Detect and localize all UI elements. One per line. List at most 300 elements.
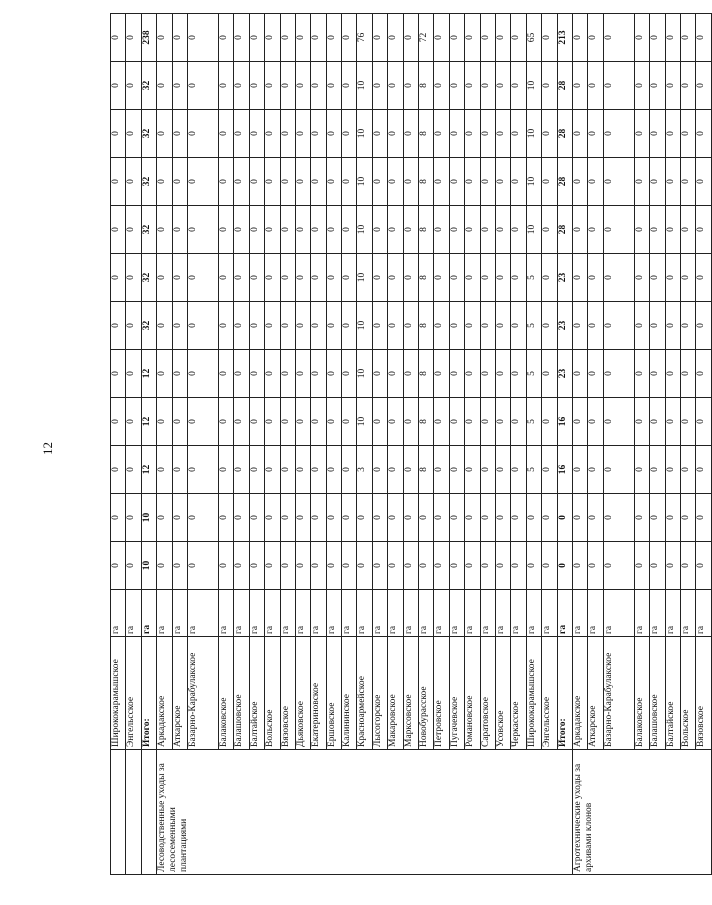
value-cell: 0 xyxy=(295,398,310,446)
value-cell: 76 xyxy=(357,14,372,62)
value-cell: 0 xyxy=(696,542,711,590)
value-cell: 0 xyxy=(234,206,249,254)
value-cell: 0 xyxy=(280,110,295,158)
value-cell: 0 xyxy=(588,350,603,398)
value-cell: 0 xyxy=(557,494,572,542)
value-cell: 0 xyxy=(326,350,341,398)
value-cell: 0 xyxy=(388,254,403,302)
value-cell: 0 xyxy=(480,254,495,302)
value-cell: 10 xyxy=(526,206,541,254)
value-cell: 0 xyxy=(295,446,310,494)
value-cell: 32 xyxy=(141,254,156,302)
unit-cell: га xyxy=(603,590,634,637)
value-cell: 0 xyxy=(480,206,495,254)
value-cell: 0 xyxy=(295,254,310,302)
value-cell: 0 xyxy=(218,398,233,446)
value-cell: 0 xyxy=(419,494,434,542)
value-cell: 0 xyxy=(511,158,526,206)
value-cell: 0 xyxy=(495,302,510,350)
value-cell: 0 xyxy=(126,398,141,446)
district-cell: Базарно-Карабулакское xyxy=(603,637,634,750)
value-cell: 0 xyxy=(372,494,387,542)
value-cell: 0 xyxy=(588,254,603,302)
value-cell: 0 xyxy=(603,62,634,110)
value-cell: 0 xyxy=(265,350,280,398)
value-cell: 8 xyxy=(419,110,434,158)
value-cell: 8 xyxy=(419,206,434,254)
table-row xyxy=(650,14,665,875)
value-cell: 0 xyxy=(680,494,695,542)
value-cell: 0 xyxy=(172,158,187,206)
unit-cell: га xyxy=(126,590,141,637)
value-cell: 0 xyxy=(111,14,126,62)
unit-cell: га xyxy=(280,590,295,637)
district-cell: Пугачевское xyxy=(449,637,464,750)
value-cell: 0 xyxy=(665,494,680,542)
value-cell: 0 xyxy=(249,542,264,590)
value-cell: 0 xyxy=(295,302,310,350)
value-cell: 10 xyxy=(526,158,541,206)
value-cell: 0 xyxy=(495,110,510,158)
value-cell: 0 xyxy=(511,14,526,62)
value-cell: 0 xyxy=(588,446,603,494)
category-cell-empty xyxy=(111,750,126,875)
value-cell: 0 xyxy=(357,494,372,542)
value-cell: 0 xyxy=(696,14,711,62)
unit-cell: га xyxy=(187,590,218,637)
district-cell: Аркадакское xyxy=(572,637,587,750)
value-cell: 0 xyxy=(326,542,341,590)
district-cell: Ширококарамышское xyxy=(526,637,541,750)
value-cell: 0 xyxy=(157,62,172,110)
value-cell: 0 xyxy=(295,350,310,398)
value-cell: 0 xyxy=(311,302,326,350)
value-cell: 0 xyxy=(403,14,418,62)
value-cell: 0 xyxy=(603,110,634,158)
value-cell: 0 xyxy=(511,542,526,590)
value-cell: 0 xyxy=(634,350,649,398)
value-cell: 0 xyxy=(480,398,495,446)
unit-cell: га xyxy=(111,590,126,637)
unit-cell: га xyxy=(419,590,434,637)
value-cell: 0 xyxy=(449,110,464,158)
value-cell: 0 xyxy=(495,542,510,590)
value-cell: 10 xyxy=(357,158,372,206)
value-cell: 0 xyxy=(234,350,249,398)
table-row xyxy=(218,14,233,875)
value-cell: 0 xyxy=(218,494,233,542)
value-cell: 0 xyxy=(326,398,341,446)
value-cell: 0 xyxy=(403,446,418,494)
value-cell: 0 xyxy=(311,206,326,254)
table-row xyxy=(449,14,464,875)
value-cell: 0 xyxy=(465,302,480,350)
table-row xyxy=(280,14,295,875)
district-cell: Романовское xyxy=(465,637,480,750)
value-cell: 32 xyxy=(141,302,156,350)
value-cell: 0 xyxy=(126,254,141,302)
district-cell: Марксовское xyxy=(403,637,418,750)
value-cell: 0 xyxy=(449,206,464,254)
value-cell: 0 xyxy=(372,398,387,446)
value-cell: 0 xyxy=(372,206,387,254)
value-cell: 0 xyxy=(449,350,464,398)
value-cell: 0 xyxy=(218,62,233,110)
value-cell: 0 xyxy=(265,542,280,590)
value-cell: 0 xyxy=(449,446,464,494)
value-cell: 238 xyxy=(141,14,156,62)
value-cell: 23 xyxy=(557,302,572,350)
value-cell: 0 xyxy=(634,62,649,110)
value-cell: 0 xyxy=(280,494,295,542)
unit-cell: га xyxy=(157,590,172,637)
value-cell: 0 xyxy=(665,302,680,350)
value-cell: 0 xyxy=(126,350,141,398)
table-row xyxy=(311,14,326,875)
value-cell: 0 xyxy=(465,158,480,206)
table-row xyxy=(419,14,434,875)
value-cell: 12 xyxy=(141,398,156,446)
unit-cell: га xyxy=(542,590,557,637)
value-cell: 0 xyxy=(249,158,264,206)
value-cell: 0 xyxy=(172,62,187,110)
value-cell: 0 xyxy=(372,110,387,158)
value-cell: 0 xyxy=(650,158,665,206)
value-cell: 0 xyxy=(588,398,603,446)
value-cell: 28 xyxy=(557,206,572,254)
table-row xyxy=(295,14,310,875)
value-cell: 10 xyxy=(357,62,372,110)
value-cell: 10 xyxy=(357,206,372,254)
value-cell: 0 xyxy=(326,62,341,110)
value-cell: 0 xyxy=(218,254,233,302)
value-cell: 0 xyxy=(588,542,603,590)
unit-cell: га xyxy=(342,590,357,637)
value-cell: 12 xyxy=(141,446,156,494)
value-cell: 0 xyxy=(542,14,557,62)
value-cell: 0 xyxy=(603,206,634,254)
value-cell: 0 xyxy=(434,302,449,350)
table-row xyxy=(603,14,634,875)
value-cell: 0 xyxy=(388,302,403,350)
value-cell: 0 xyxy=(326,206,341,254)
value-cell: 0 xyxy=(187,542,218,590)
value-cell: 0 xyxy=(465,494,480,542)
value-cell: 0 xyxy=(449,62,464,110)
value-cell: 0 xyxy=(650,206,665,254)
district-cell: Балтайское xyxy=(249,637,264,750)
district-cell: Итого: xyxy=(557,637,572,750)
unit-cell: га xyxy=(311,590,326,637)
value-cell: 12 xyxy=(141,350,156,398)
value-cell: 0 xyxy=(249,14,264,62)
value-cell: 0 xyxy=(680,446,695,494)
value-cell: 0 xyxy=(449,398,464,446)
value-cell: 0 xyxy=(157,158,172,206)
value-cell: 0 xyxy=(372,158,387,206)
value-cell: 0 xyxy=(495,158,510,206)
value-cell: 0 xyxy=(603,302,634,350)
value-cell: 0 xyxy=(603,158,634,206)
value-cell: 0 xyxy=(326,110,341,158)
district-cell: Балаковское xyxy=(634,637,649,750)
value-cell: 0 xyxy=(326,446,341,494)
value-cell: 0 xyxy=(372,254,387,302)
value-cell: 0 xyxy=(234,254,249,302)
value-cell: 0 xyxy=(342,494,357,542)
value-cell: 0 xyxy=(572,350,587,398)
value-cell: 0 xyxy=(218,302,233,350)
value-cell: 0 xyxy=(280,14,295,62)
value-cell: 0 xyxy=(495,446,510,494)
value-cell: 0 xyxy=(126,62,141,110)
value-cell: 0 xyxy=(603,350,634,398)
value-cell: 0 xyxy=(634,542,649,590)
value-cell: 0 xyxy=(234,110,249,158)
value-cell: 0 xyxy=(249,206,264,254)
value-cell: 0 xyxy=(249,398,264,446)
value-cell: 0 xyxy=(372,14,387,62)
value-cell: 5 xyxy=(526,254,541,302)
value-cell: 0 xyxy=(342,350,357,398)
value-cell: 0 xyxy=(449,158,464,206)
value-cell: 0 xyxy=(403,350,418,398)
value-cell: 0 xyxy=(126,14,141,62)
district-cell: Энгельсское xyxy=(126,637,141,750)
table-row xyxy=(465,14,480,875)
value-cell: 0 xyxy=(403,158,418,206)
value-cell: 0 xyxy=(572,542,587,590)
value-cell: 23 xyxy=(557,350,572,398)
value-cell: 0 xyxy=(172,14,187,62)
district-cell: Петровское xyxy=(434,637,449,750)
district-cell: Энгельсское xyxy=(542,637,557,750)
value-cell: 0 xyxy=(311,350,326,398)
value-cell: 0 xyxy=(434,398,449,446)
value-cell: 0 xyxy=(280,158,295,206)
value-cell: 0 xyxy=(634,158,649,206)
value-cell: 0 xyxy=(342,110,357,158)
value-cell: 0 xyxy=(495,206,510,254)
value-cell: 0 xyxy=(187,14,218,62)
unit-cell: га xyxy=(372,590,387,637)
value-cell: 0 xyxy=(696,398,711,446)
value-cell: 0 xyxy=(465,110,480,158)
table-row xyxy=(234,14,249,875)
value-cell: 0 xyxy=(172,398,187,446)
value-cell: 0 xyxy=(172,302,187,350)
unit-cell: га xyxy=(249,590,264,637)
value-cell: 0 xyxy=(111,302,126,350)
value-cell: 0 xyxy=(157,398,172,446)
value-cell: 0 xyxy=(572,62,587,110)
value-cell: 0 xyxy=(234,542,249,590)
value-cell: 16 xyxy=(557,446,572,494)
value-cell: 0 xyxy=(342,62,357,110)
value-cell: 0 xyxy=(249,254,264,302)
value-cell: 0 xyxy=(588,494,603,542)
unit-cell: га xyxy=(588,590,603,637)
value-cell: 213 xyxy=(557,14,572,62)
unit-cell: га xyxy=(511,590,526,637)
value-cell: 0 xyxy=(650,254,665,302)
total-row xyxy=(557,14,572,875)
district-cell: Вольское xyxy=(265,637,280,750)
unit-cell: га xyxy=(665,590,680,637)
value-cell: 0 xyxy=(157,206,172,254)
table-row xyxy=(172,14,187,875)
value-cell: 0 xyxy=(265,158,280,206)
table-row xyxy=(111,14,126,875)
value-cell: 0 xyxy=(111,446,126,494)
value-cell: 0 xyxy=(650,14,665,62)
forestry-works-table xyxy=(110,13,712,875)
value-cell: 0 xyxy=(295,542,310,590)
value-cell: 0 xyxy=(696,110,711,158)
value-cell: 0 xyxy=(434,542,449,590)
value-cell: 0 xyxy=(372,62,387,110)
value-cell: 0 xyxy=(295,158,310,206)
value-cell: 0 xyxy=(157,302,172,350)
district-cell: Саратовское xyxy=(480,637,495,750)
value-cell: 0 xyxy=(680,62,695,110)
value-cell: 0 xyxy=(157,14,172,62)
value-cell: 0 xyxy=(603,14,634,62)
district-cell: Балтайское xyxy=(665,637,680,750)
value-cell: 8 xyxy=(419,302,434,350)
value-cell: 32 xyxy=(141,62,156,110)
value-cell: 0 xyxy=(542,254,557,302)
value-cell: 0 xyxy=(542,398,557,446)
value-cell: 0 xyxy=(526,542,541,590)
value-cell: 10 xyxy=(357,254,372,302)
value-cell: 0 xyxy=(680,110,695,158)
value-cell: 0 xyxy=(542,110,557,158)
unit-cell: га xyxy=(403,590,418,637)
district-cell: Новобурасское xyxy=(419,637,434,750)
value-cell: 0 xyxy=(465,62,480,110)
value-cell: 10 xyxy=(357,350,372,398)
value-cell: 5 xyxy=(526,398,541,446)
value-cell: 0 xyxy=(172,542,187,590)
value-cell: 0 xyxy=(634,254,649,302)
value-cell: 0 xyxy=(326,158,341,206)
district-cell: Аткарское xyxy=(172,637,187,750)
value-cell: 0 xyxy=(665,14,680,62)
value-cell: 0 xyxy=(511,206,526,254)
value-cell: 0 xyxy=(511,350,526,398)
value-cell: 0 xyxy=(111,206,126,254)
table-row xyxy=(665,14,680,875)
value-cell: 0 xyxy=(388,206,403,254)
value-cell: 0 xyxy=(280,350,295,398)
value-cell: 28 xyxy=(557,158,572,206)
rotated-table-wrapper xyxy=(110,30,707,875)
value-cell: 0 xyxy=(372,542,387,590)
value-cell: 0 xyxy=(495,350,510,398)
value-cell: 0 xyxy=(419,542,434,590)
value-cell: 0 xyxy=(187,206,218,254)
total-row xyxy=(141,14,156,875)
value-cell: 0 xyxy=(588,110,603,158)
table-row xyxy=(342,14,357,875)
value-cell: 0 xyxy=(234,62,249,110)
value-cell: 0 xyxy=(495,62,510,110)
value-cell: 0 xyxy=(342,14,357,62)
value-cell: 0 xyxy=(126,446,141,494)
value-cell: 0 xyxy=(265,494,280,542)
unit-cell: га xyxy=(434,590,449,637)
value-cell: 0 xyxy=(311,446,326,494)
value-cell: 0 xyxy=(311,110,326,158)
value-cell: 0 xyxy=(218,110,233,158)
table-row xyxy=(511,14,526,875)
value-cell: 0 xyxy=(465,350,480,398)
value-cell: 0 xyxy=(696,494,711,542)
value-cell: 0 xyxy=(372,350,387,398)
value-cell: 0 xyxy=(572,494,587,542)
table-row xyxy=(495,14,510,875)
value-cell: 0 xyxy=(634,446,649,494)
value-cell: 0 xyxy=(388,398,403,446)
value-cell: 0 xyxy=(634,494,649,542)
value-cell: 0 xyxy=(603,254,634,302)
value-cell: 0 xyxy=(172,110,187,158)
district-cell: Калининское xyxy=(342,637,357,750)
value-cell: 32 xyxy=(141,206,156,254)
value-cell: 0 xyxy=(495,14,510,62)
unit-cell: га xyxy=(218,590,233,637)
value-cell: 0 xyxy=(650,398,665,446)
value-cell: 0 xyxy=(187,254,218,302)
value-cell: 0 xyxy=(465,398,480,446)
unit-cell: га xyxy=(696,590,711,637)
value-cell: 8 xyxy=(419,62,434,110)
value-cell: 0 xyxy=(449,254,464,302)
value-cell: 0 xyxy=(680,14,695,62)
unit-cell: га xyxy=(357,590,372,637)
value-cell: 0 xyxy=(696,350,711,398)
value-cell: 0 xyxy=(696,302,711,350)
value-cell: 0 xyxy=(218,542,233,590)
value-cell: 0 xyxy=(342,206,357,254)
value-cell: 8 xyxy=(419,158,434,206)
value-cell: 0 xyxy=(157,254,172,302)
unit-cell: га xyxy=(680,590,695,637)
value-cell: 0 xyxy=(342,158,357,206)
value-cell: 0 xyxy=(572,254,587,302)
table-row xyxy=(388,14,403,875)
unit-cell: га xyxy=(557,590,572,637)
district-cell: Красноармейское xyxy=(357,637,372,750)
value-cell: 0 xyxy=(465,254,480,302)
value-cell: 0 xyxy=(403,494,418,542)
value-cell: 0 xyxy=(280,542,295,590)
value-cell: 0 xyxy=(511,494,526,542)
value-cell: 0 xyxy=(311,398,326,446)
value-cell: 0 xyxy=(480,350,495,398)
unit-cell: га xyxy=(526,590,541,637)
value-cell: 0 xyxy=(511,62,526,110)
value-cell: 0 xyxy=(511,110,526,158)
value-cell: 5 xyxy=(526,350,541,398)
value-cell: 0 xyxy=(388,110,403,158)
district-cell: Балашовское xyxy=(234,637,249,750)
value-cell: 0 xyxy=(634,14,649,62)
value-cell: 10 xyxy=(357,398,372,446)
value-cell: 0 xyxy=(434,206,449,254)
unit-cell: га xyxy=(265,590,280,637)
